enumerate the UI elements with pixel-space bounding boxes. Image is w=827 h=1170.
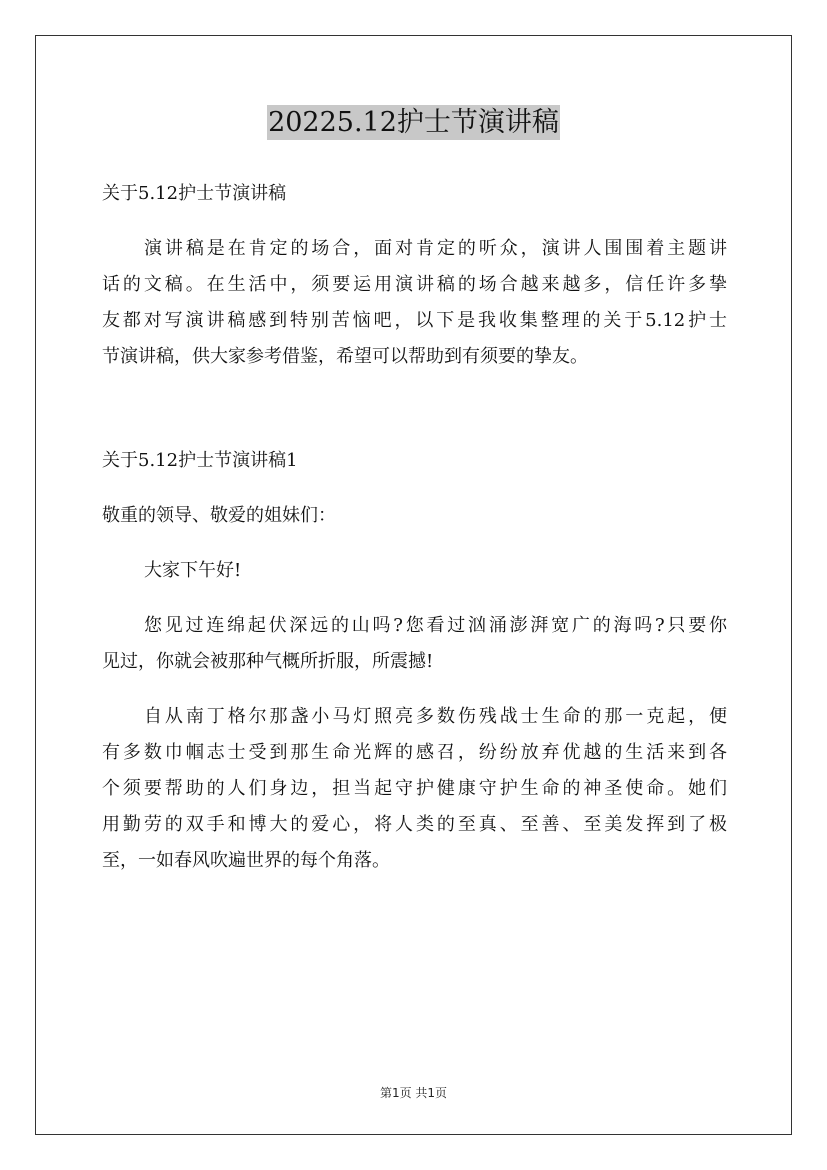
document-title-text: 20225.12护士节演讲稿 bbox=[268, 107, 559, 138]
paragraph-line: 见过，你就会被那种气概所折服，所震撼! bbox=[102, 651, 434, 672]
section-heading: 关于5.12护士节演讲稿 bbox=[102, 183, 287, 204]
paragraph-line: 用勤劳的双手和博大的爱心，将人类的至真、至善、至美发挥到了极 bbox=[102, 814, 727, 835]
salutation: 敬重的领导、敬爱的姐妹们： bbox=[102, 505, 336, 526]
page-footer: 第1页 共1页 bbox=[379, 1086, 448, 1100]
document-title bbox=[0, 101, 827, 145]
paragraph-line: 节演讲稿，供大家参考借鉴，希望可以帮助到有须要的挚友。 bbox=[102, 346, 588, 367]
paragraph-line: 自从南丁格尔那盏小马灯照亮多数伤残战士生命的那一克起，便 bbox=[144, 706, 727, 727]
paragraph-line: 话的文稿。在生活中，须要运用演讲稿的场合越来越多，信任许多挚 bbox=[102, 274, 727, 295]
speech-paragraph bbox=[102, 699, 727, 879]
paragraph-line: 友都对写演讲稿感到特别苦恼吧，以下是我收集整理的关于5.12护士 bbox=[102, 310, 727, 331]
speech-paragraph bbox=[102, 608, 727, 680]
speech-heading: 关于5.12护士节演讲稿1 bbox=[102, 450, 298, 471]
document-body bbox=[102, 176, 727, 879]
greeting: 大家下午好! bbox=[144, 560, 242, 581]
speech-section bbox=[102, 443, 727, 879]
paragraph-line: 至，一如春风吹遍世界的每个角落。 bbox=[102, 850, 390, 871]
paragraph-line: 演讲稿是在肯定的场合，面对肯定的听众，演讲人围围着主题讲 bbox=[144, 238, 727, 259]
paragraph-line: 个须要帮助的人们身边，担当起守护健康守护生命的神圣使命。她们 bbox=[102, 778, 727, 799]
intro-paragraph bbox=[102, 231, 727, 375]
paragraph-line: 您见过连绵起伏深远的山吗?您看过汹涌澎湃宽广的海吗?只要你 bbox=[144, 615, 727, 636]
paragraph-line: 有多数巾帼志士受到那生命光辉的感召，纷纷放弃优越的生活来到各 bbox=[102, 742, 727, 763]
